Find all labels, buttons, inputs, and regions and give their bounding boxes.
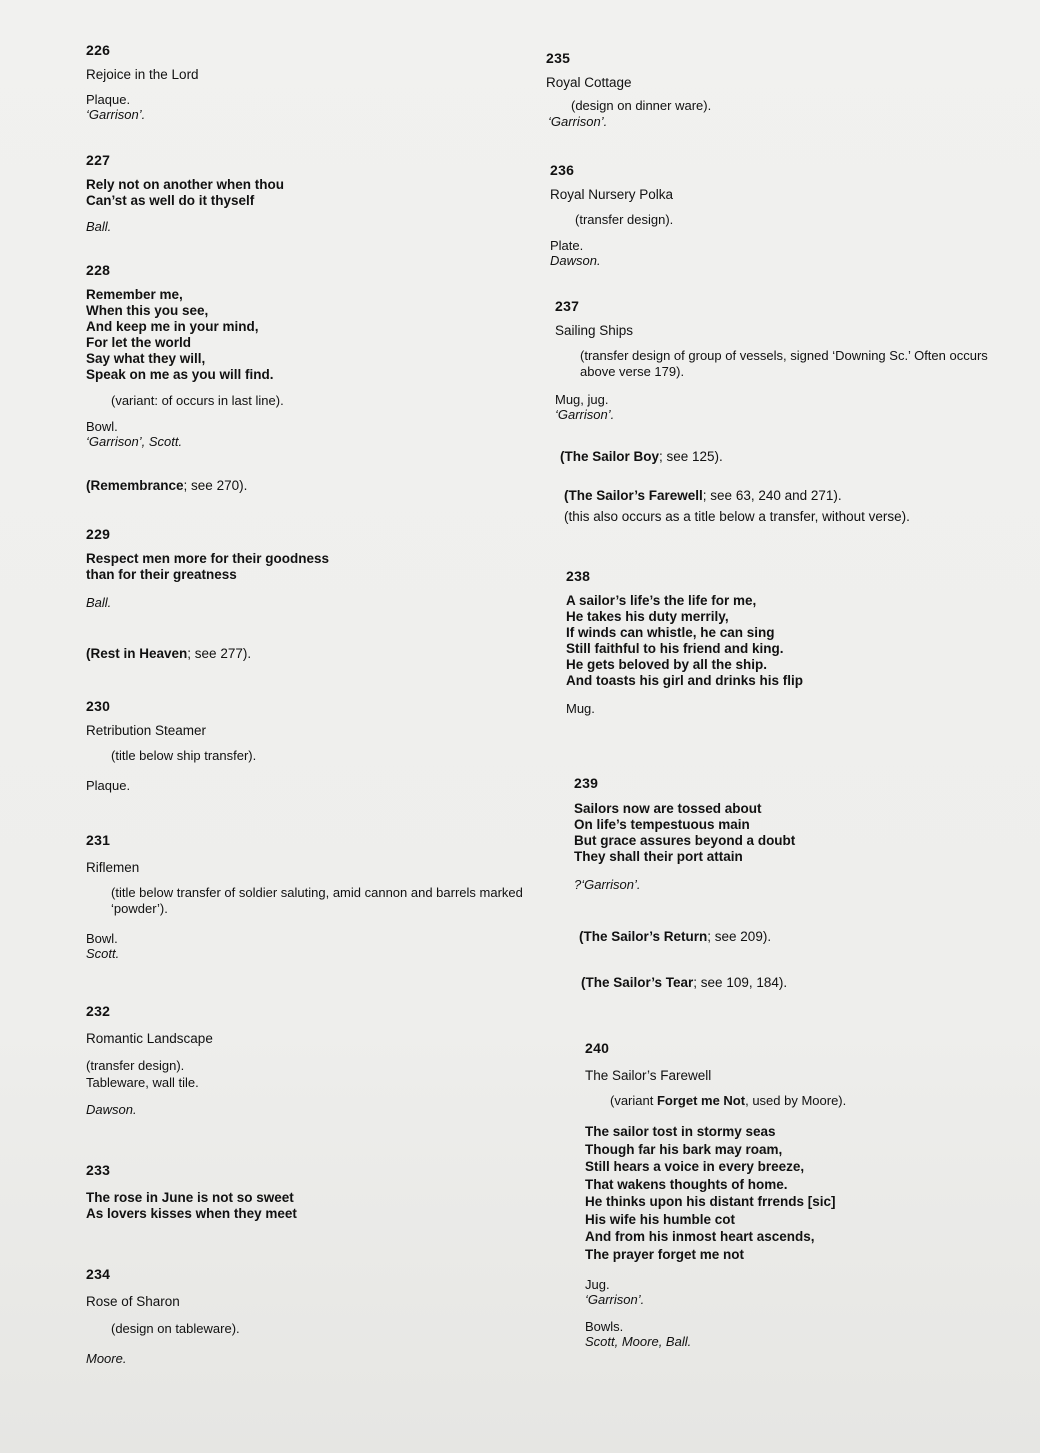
entry-number: 240 [585, 1040, 610, 1056]
verse-line: They shall their port attain [574, 849, 743, 864]
entry-object: Bowl. [86, 931, 118, 946]
entry-note: (title below transfer of soldier saluting, amid cannon and barrels marked ‘powder’). [111, 885, 523, 916]
entry-note: (transfer design of group of vessels, signed ‘Downing Sc.’ Often occurs above verse 179). [580, 348, 988, 379]
entry-verse [86, 551, 556, 583]
entry-232 [86, 1003, 556, 1117]
entry-object: Plate. [550, 238, 584, 253]
xref-note: (this also occurs as a title below a transfer, without verse). [564, 509, 910, 524]
cross-reference [579, 929, 771, 944]
entry-note [585, 1093, 1005, 1109]
verse-line: And from his inmost heart ascends, [585, 1229, 815, 1244]
entry-title: The Sailor’s Farewell [585, 1068, 712, 1083]
verse-line: And keep me in your mind, [86, 319, 259, 334]
xref-ref: ; see 270). [183, 478, 248, 493]
entry-title: Rose of Sharon [86, 1294, 180, 1309]
entry-title: Sailing Ships [555, 323, 634, 338]
entry-maker: Moore. [86, 1351, 127, 1366]
note-text: , used by Moore). [745, 1093, 847, 1108]
xref-title: (The Sailor’s Tear [581, 975, 694, 990]
entry-235 [546, 50, 1006, 129]
entry-number: 234 [86, 1266, 111, 1282]
xref-ref: ; see 125). [659, 449, 723, 464]
entry-number: 232 [86, 1003, 111, 1019]
verse-line: He takes his duty merrily, [566, 609, 729, 624]
entry-number: 238 [566, 568, 591, 584]
entry-verse [574, 801, 1034, 865]
entry-number: 231 [86, 832, 111, 848]
note-variant: Forget me Not [656, 1093, 746, 1108]
entry-number: 227 [86, 152, 111, 168]
entry-number: 235 [546, 50, 571, 66]
verse-line: The rose in June is not so sweet [86, 1190, 294, 1205]
entry-230 [86, 698, 556, 793]
xref-ref: ; see 277). [187, 646, 252, 661]
entry-object: Plaque. [86, 92, 131, 107]
entry-title: Retribution Steamer [86, 723, 207, 738]
verse-line: And toasts his girl and drinks his flip [566, 673, 804, 688]
verse-line: Still hears a voice in every breeze, [585, 1159, 805, 1174]
entry-object: Mug, jug. [555, 392, 609, 407]
entry-maker: ‘Garrison’, Scott. [86, 434, 183, 449]
entry-note: (design on tableware). [111, 1321, 240, 1336]
entry-maker: Scott. [86, 946, 120, 961]
entry-object: Jug. [585, 1277, 610, 1292]
verse-line: Can’st as well do it thyself [86, 193, 255, 208]
verse-line: Sailors now are tossed about [574, 801, 762, 816]
entry-maker: ‘Garrison’. [585, 1292, 645, 1307]
entry-226 [86, 42, 556, 122]
entry-object: Bowls. [585, 1319, 624, 1334]
entry-title: Royal Nursery Polka [550, 187, 674, 202]
xref-title: (Remembrance [86, 478, 184, 493]
verse-line: Rely not on another when thou [86, 177, 284, 192]
verse-line: Though far his bark may roam, [585, 1141, 783, 1157]
verse-line: Speak on me as you will find. [86, 367, 274, 382]
entry-title: Riflemen [86, 860, 140, 875]
cross-reference [581, 975, 787, 990]
entry-object: Mug. [566, 701, 595, 716]
entry-note: (variant: of occurs in last line). [111, 393, 284, 408]
xref-title: (The Sailor Boy [560, 449, 660, 464]
entry-maker: Ball. [86, 219, 112, 234]
entry-object: (transfer design). [86, 1058, 185, 1073]
entry-maker: ‘Garrison’. [555, 407, 615, 422]
entry-number: 230 [86, 698, 111, 714]
entry-maker: Dawson. [550, 253, 601, 268]
entry-title: Romantic Landscape [86, 1031, 213, 1046]
cross-reference [86, 646, 251, 661]
verse-line: than for their greatness [86, 567, 237, 582]
entry-note: (title below ship transfer). [111, 748, 257, 763]
verse-line: Respect men more for their goodness [86, 551, 330, 566]
xref-title: (Rest in Heaven [86, 646, 188, 661]
entry-maker: Scott, Moore, Ball. [585, 1334, 692, 1349]
entry-verse [585, 1123, 1005, 1263]
entry-229 [86, 526, 556, 610]
entry-verse [566, 593, 1026, 689]
entry-237 [555, 298, 1010, 422]
entry-maker: ‘Garrison’. [548, 114, 608, 129]
entry-object: Bowl. [86, 419, 118, 434]
xref-ref: ; see 109, 184). [693, 975, 788, 990]
entry-227 [86, 152, 556, 234]
entry-object: Plaque. [86, 778, 131, 793]
verse-line: When this you see, [86, 303, 209, 318]
entry-maker: ‘Garrison’. [86, 107, 146, 122]
entry-number: 239 [574, 775, 599, 791]
entry-title: Royal Cottage [546, 75, 632, 90]
entry-number: 233 [86, 1162, 111, 1178]
xref-title: (The Sailor’s Return [579, 929, 708, 944]
entry-234 [86, 1266, 556, 1366]
verse-line: That wakens thoughts of home. [585, 1176, 788, 1192]
entry-239 [574, 775, 1034, 892]
verse-line: A sailor’s life’s the life for me, [566, 593, 757, 608]
cross-reference [564, 488, 910, 524]
verse-line: As lovers kisses when they meet [86, 1206, 297, 1221]
entry-228 [86, 262, 556, 449]
verse-line: Say what they will, [86, 351, 206, 366]
verse-line: For let the world [86, 335, 192, 350]
verse-line: The sailor tost in stormy seas [585, 1124, 776, 1139]
entry-verse [86, 287, 556, 383]
entry-note: (transfer design). [575, 212, 674, 227]
note-text: (variant [610, 1093, 657, 1108]
verse-line: His wife his humble cot [585, 1211, 736, 1227]
verse-line: On life’s tempestuous main [574, 817, 750, 832]
verse-line: But grace assures beyond a doubt [574, 833, 796, 848]
verse-line: Still faithful to his friend and king. [566, 641, 784, 656]
entry-verse [86, 177, 556, 209]
cross-reference [560, 449, 723, 464]
entry-title: Rejoice in the Lord [86, 67, 199, 82]
entry-238 [566, 568, 1026, 716]
entry-number: 237 [555, 298, 580, 314]
xref-title: (The Sailor’s Farewell [564, 488, 703, 503]
verse-line: If winds can whistle, he can sing [566, 625, 775, 640]
cross-reference [86, 478, 247, 493]
entry-maker: Dawson. [86, 1102, 137, 1117]
entry-object: Tableware, wall tile. [86, 1075, 199, 1090]
entry-verse [86, 1190, 556, 1222]
entry-maker: ?‘Garrison’. [574, 877, 641, 892]
entry-240 [585, 1040, 1005, 1349]
verse-line: Remember me, [86, 287, 183, 302]
entry-number: 229 [86, 526, 111, 542]
entry-maker: Ball. [86, 595, 112, 610]
entry-231 [86, 832, 556, 961]
verse-line: The prayer forget me not [585, 1246, 745, 1262]
xref-ref: ; see 63, 240 and 271). [702, 488, 842, 503]
entry-note: (design on dinner ware). [571, 98, 712, 113]
entry-number: 228 [86, 262, 111, 278]
entry-233 [86, 1162, 556, 1222]
verse-line: He thinks upon his distant frrends [sic] [585, 1194, 836, 1209]
xref-ref: ; see 209). [707, 929, 772, 944]
entry-236 [550, 162, 1010, 268]
verse-line: He gets beloved by all the ship. [566, 657, 768, 672]
entry-number: 226 [86, 42, 111, 58]
entry-number: 236 [550, 162, 575, 178]
